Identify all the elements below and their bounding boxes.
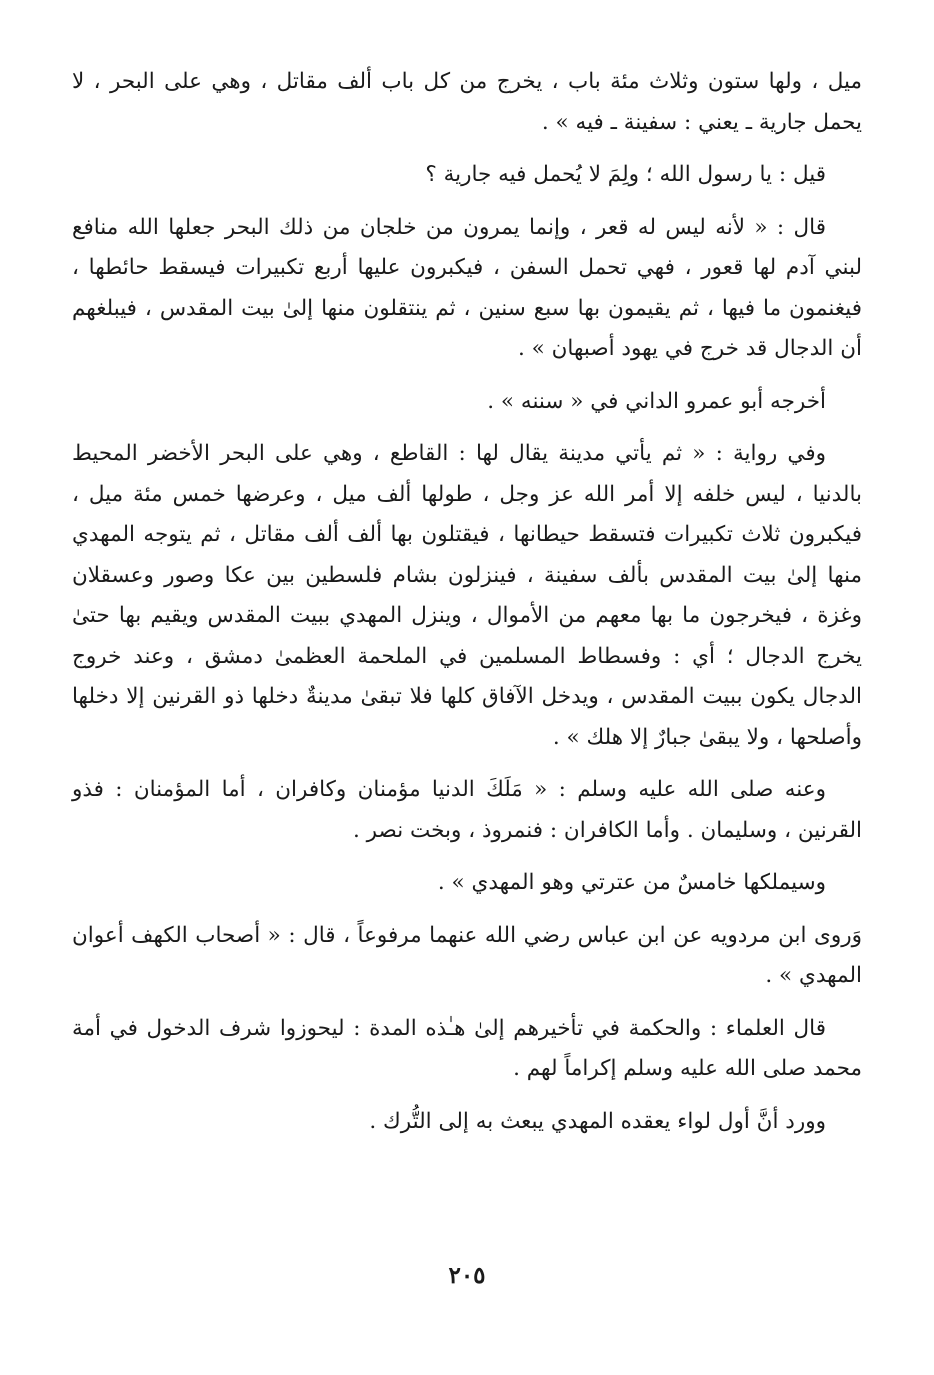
paragraph-8: وَروى ابن مردويه عن ابن عباس رضي الله عنهما مرفوعاً ، قال : « أصحاب الكهف أعوان المهدي » . bbox=[72, 922, 862, 988]
paragraph-4: أخرجه أبو عمرو الداني في « سننه » . bbox=[487, 388, 826, 414]
paragraph-9: قال العلماء : والحكمة في تأخيرهم إلىٰ هـٰذه المدة : ليحوزوا شرف الدخول في أمة محمد صلى الله عليه وسلم إكراماً لهم . bbox=[72, 1015, 862, 1081]
paragraph-10: وورد أنَّ أول لواء يعقده المهدي يبعث به إلى التُّرك . bbox=[369, 1108, 826, 1134]
paragraph-5: وفي رواية : « ثم يأتي مدينة يقال لها : القاطع ، وهي على البحر الأخضر المحيط بالدنيا ، ليس خلفه إلا أمر الله عز وجل ، طولها ألف ميل ، وعرضها خمس مئة ميل ، فيكبرون ثلاث تكبيرات فتسقط حيطانها ، فيقتلون بها ألف ألف مقاتل ، ثم يتوجه المهدي منها إلىٰ بيت المقدس بألف سفينة ، فينزلون بشام فلسطين بين عكا وصور وعسقلان وغزة ، فيخرجون ما بها معهم من الأموال ، وينزل المهدي ببيت المقدس ويقيم بها حتىٰ يخرج الدجال ؛ أي : وفسطاط المسلمين في الملحمة العظمىٰ دمشق ، وعند خروج الدجال يكون ببيت المقدس ، ويدخل الآفاق كلها فلا تبقىٰ مدينةٌ دخلها ذو القرنين إلا دخلها وأصلحها ، ولا يبقىٰ جبارٌ إلا هلك » . bbox=[72, 441, 862, 750]
paragraph-2: قيل : يا رسول الله ؛ ولِمَ لا يُحمل فيه جارية ؟ bbox=[425, 162, 826, 187]
paragraph-1: ميل ، ولها ستون وثلاث مئة باب ، يخرج من كل باب ألف مقاتل ، وهي على البحر ، لا يحمل جارية ـ يعني : سفينة ـ فيه » . bbox=[72, 69, 862, 135]
paragraph-3: قال : « لأنه ليس له قعر ، وإنما يمرون من خلجان من ذلك البحر جعلها الله منافع لبني آدم لها قعور ، فهي تحمل السفن ، فيكبرون عليها أربع تكبيرات فيسقط حائطها ، فيغنمون ما فيها ، ثم يقيمون بها سبع سنين ، ثم ينتقلون منها إلىٰ بيت المقدس ، فيبلغهم أن الدجال قد خرج في يهود أصبهان » . bbox=[72, 214, 862, 361]
page-body bbox=[72, 62, 862, 1154]
paragraph-7: وسيملكها خامسٌ من عترتي وهو المهدي » . bbox=[437, 870, 826, 895]
page-number: ٢٠٥ bbox=[448, 1262, 486, 1289]
paragraph-6: وعنه صلى الله عليه وسلم : « مَلَكَ الدنيا مؤمنان وكافران ، أما المؤمنان : فذو القرنين ، وسليمان . وأما الكافران : فنمروذ ، وبخت نصر . bbox=[72, 777, 862, 843]
